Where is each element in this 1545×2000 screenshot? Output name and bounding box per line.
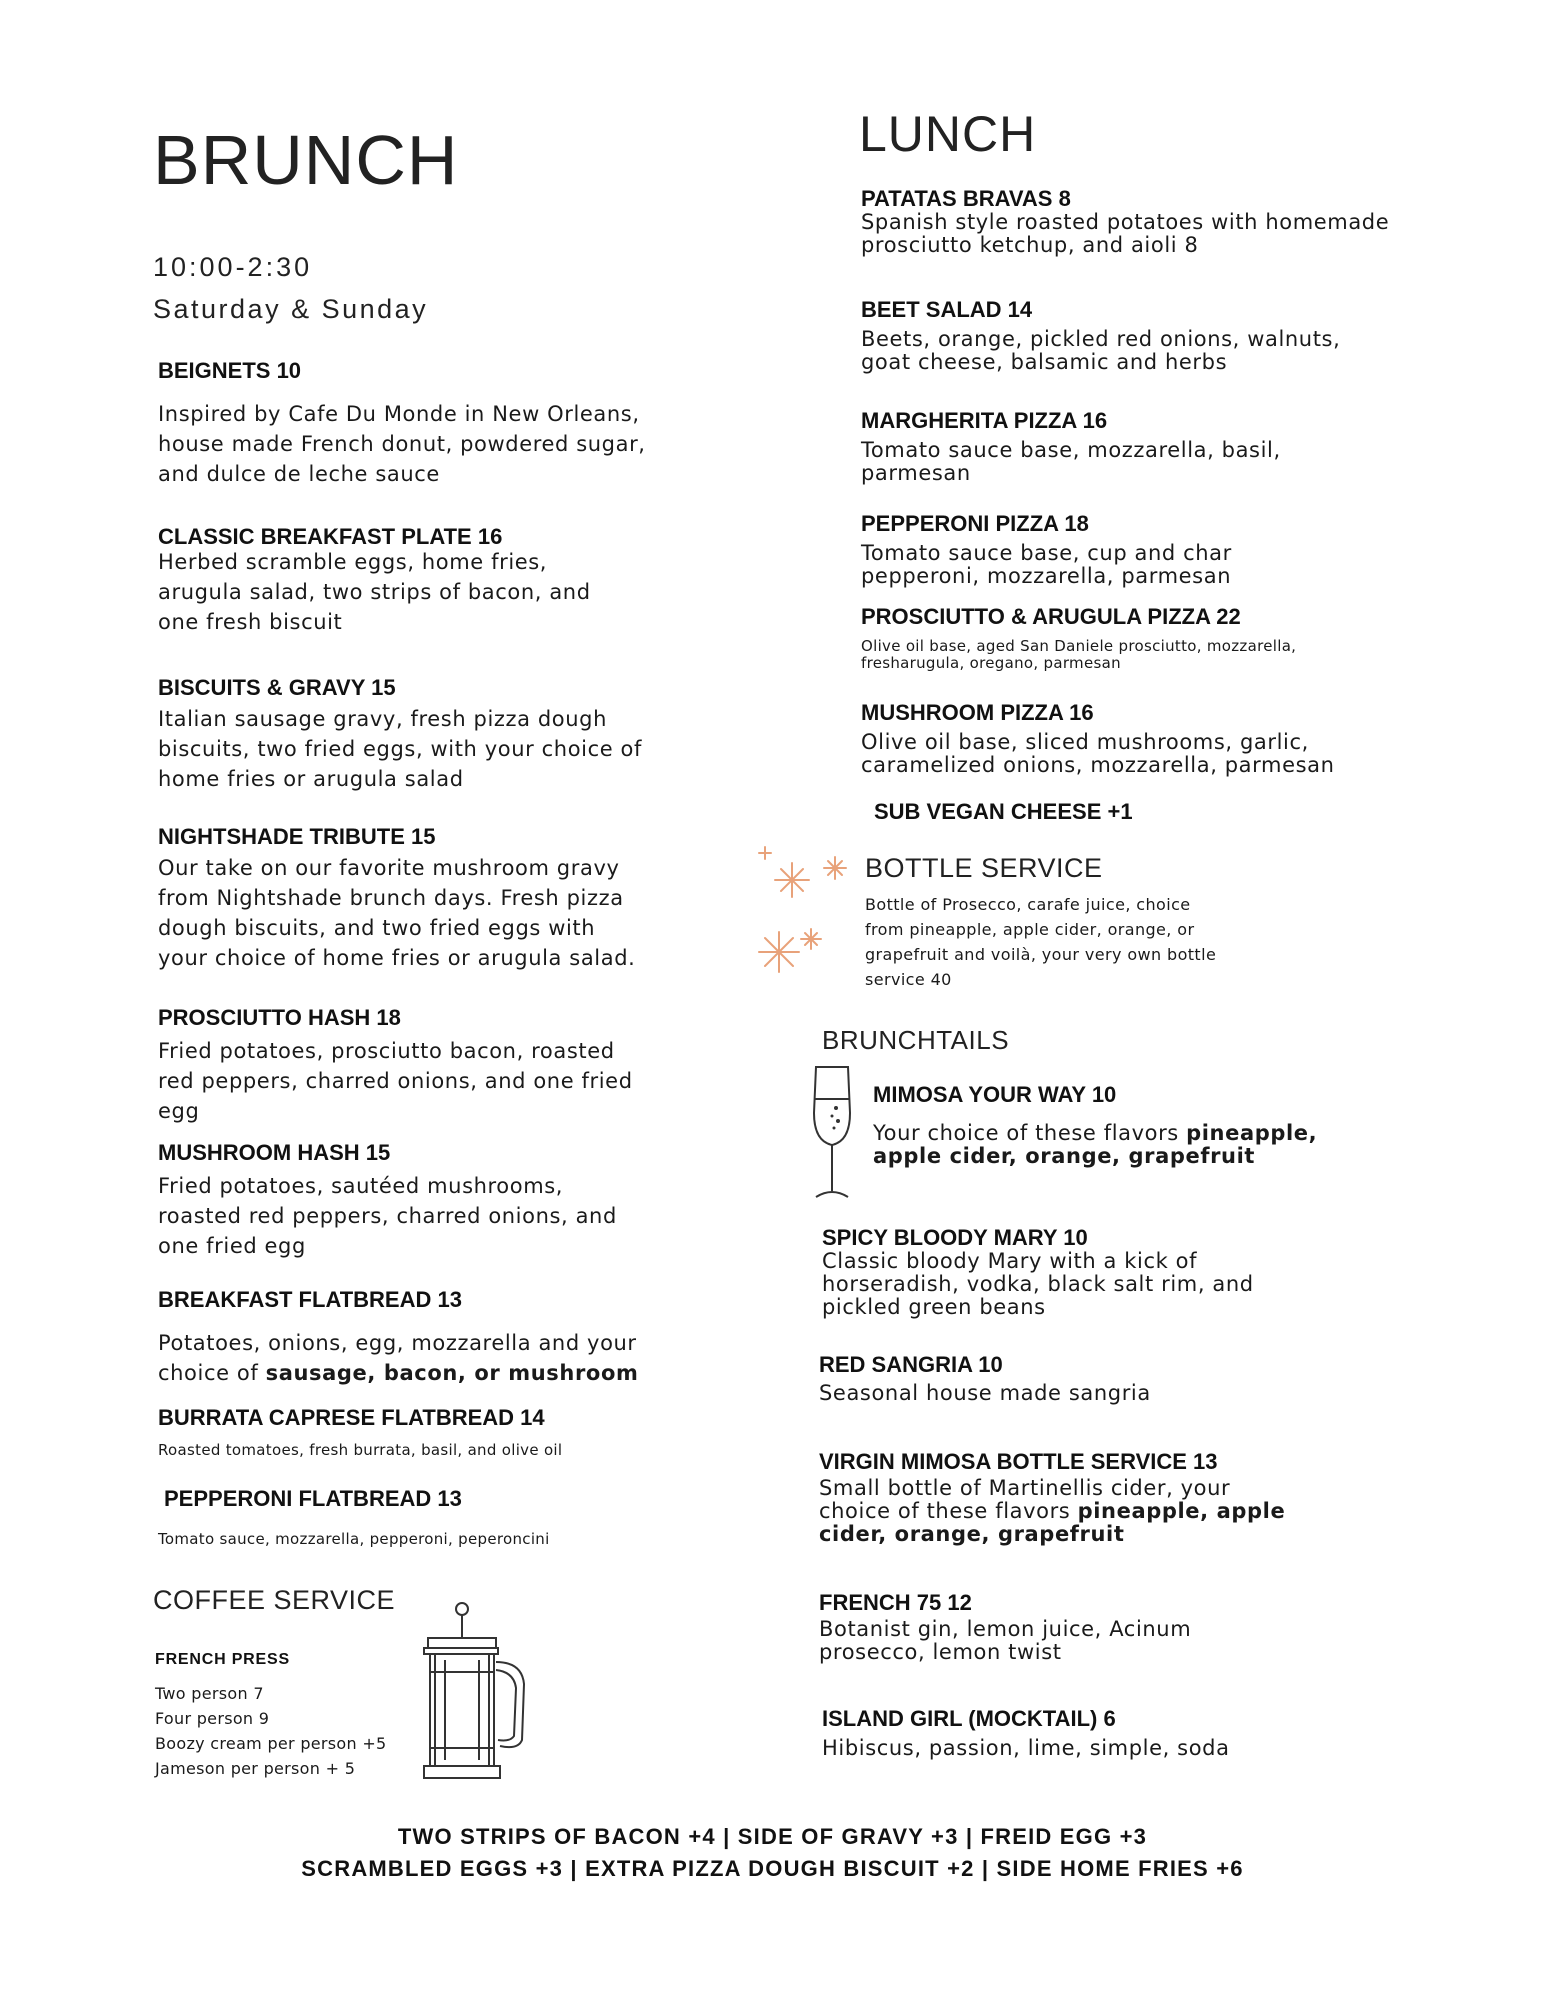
menu-item-desc: Spanish style roasted potatoes with homemade prosciutto ketchup, and aioli 8: [861, 210, 1390, 257]
coffee-title: COFFEE SERVICE: [153, 1585, 396, 1615]
menu-item-name: RED SANGRIA 10: [819, 1352, 1003, 1377]
desc-text: Small bottle of Martinellis cider, your choice of these flavors: [819, 1476, 1231, 1523]
menu-item-desc: Roasted tomatoes, fresh burrata, basil, and olive oil: [158, 1441, 563, 1459]
menu-item-desc: Fried potatoes, prosciutto bacon, roasted red peppers, charred onions, and one fried egg: [158, 1039, 633, 1123]
menu-item-name: BEIGNETS 10: [158, 358, 302, 383]
menu-item-name: PEPPERONI PIZZA 18: [861, 511, 1089, 536]
menu-item-name: PATATAS BRAVAS 8: [861, 186, 1071, 211]
menu-item-name: BURRATA CAPRESE FLATBREAD 14: [158, 1405, 545, 1430]
menu-item-name: ISLAND GIRL (MOCKTAIL) 6: [822, 1706, 1116, 1731]
menu-item-name: MARGHERITA PIZZA 16: [861, 408, 1108, 433]
menu-item-desc: Classic bloody Mary with a kick of horseradish, vodka, black salt rim, and pickled green beans: [822, 1249, 1254, 1319]
coffee-subtitle: FRENCH PRESS: [155, 1651, 290, 1668]
brunch-hours: 10:00-2:30: [153, 252, 313, 282]
menu-item-name: VIRGIN MIMOSA BOTTLE SERVICE 13: [819, 1449, 1218, 1474]
lunch-title: LUNCH: [859, 106, 1037, 162]
menu-item-name: PROSCIUTTO HASH 18: [158, 1005, 401, 1030]
menu-item-name: BREAKFAST FLATBREAD 13: [158, 1287, 462, 1312]
menu-item-desc: [873, 1122, 1343, 1168]
menu-item-name: BISCUITS & GRAVY 15: [158, 675, 396, 700]
menu-item-desc: Tomato sauce base, mozzarella, basil, parmesan: [861, 438, 1281, 485]
desc-text: Potatoes, onions, egg, mozzarella and your choice of: [158, 1331, 637, 1385]
menu-item-desc: Hibiscus, passion, lime, simple, soda: [822, 1736, 1230, 1760]
menu-item-desc: Botanist gin, lemon juice, Acinum prosecco, lemon twist: [819, 1617, 1192, 1664]
desc-bold-text: sausage, bacon, or mushroom: [265, 1361, 639, 1385]
brunch-days: Saturday & Sunday: [153, 294, 429, 324]
brunchtails-title: BRUNCHTAILS: [822, 1025, 1010, 1055]
menu-item-desc: Tomato sauce base, cup and char pepperoni, mozzarella, parmesan: [861, 541, 1232, 588]
menu-item-name: MUSHROOM HASH 15: [158, 1140, 391, 1165]
menu-item-name: PROSCIUTTO & ARUGULA PIZZA 22: [861, 604, 1241, 629]
menu-item-desc: Olive oil base, aged San Daniele prosciutto, mozzarella, fresharugula, oregano, parmesan: [861, 637, 1297, 672]
menu-item-name: FRENCH 75 12: [819, 1590, 972, 1615]
sub-vegan-cheese: SUB VEGAN CHEESE +1: [874, 799, 1133, 824]
menu-item-name: BEET SALAD 14: [861, 297, 1033, 322]
menu-item-desc: Fried potatoes, sautéed mushrooms, roasted red peppers, charred onions, and one fried egg: [158, 1174, 617, 1258]
menu-item-name: SPICY BLOODY MARY 10: [822, 1225, 1088, 1250]
french-press-icon: [410, 1600, 535, 1785]
menu-item-name: NIGHTSHADE TRIBUTE 15: [158, 824, 436, 849]
menu-item-name: CLASSIC BREAKFAST PLATE 16: [158, 524, 503, 549]
sides-line-1: TWO STRIPS OF BACON +4 | SIDE OF GRAVY +3 | FREID EGG +3: [397, 1824, 1148, 1849]
desc-bold-text: pineapple, apple cider, orange, grapefruit: [873, 1121, 1318, 1168]
bottle-service-title: BOTTLE SERVICE: [865, 853, 1103, 883]
menu-item-desc: Tomato sauce, mozzarella, pepperoni, peperoncini: [158, 1530, 550, 1548]
menu-item-desc: Our take on our favorite mushroom gravy from Nightshade brunch days. Fresh pizza dough biscuits, and two fried eggs with your choice of home fries or arugula salad.: [158, 856, 636, 970]
menu-item-desc: Inspired by Cafe Du Monde in New Orleans, house made French donut, powdered sugar, and dulce de leche sauce: [158, 402, 646, 486]
coffee-line: Two person 7: [155, 1684, 264, 1703]
desc-text: Your choice of these flavors: [873, 1121, 1187, 1145]
sides-line-2: SCRAMBLED EGGS +3 | EXTRA PIZZA DOUGH BISCUIT +2 | SIDE HOME FRIES +6: [301, 1856, 1244, 1881]
coffee-line: Jameson per person + 5: [155, 1759, 356, 1778]
bottle-service-desc: Bottle of Prosecco, carafe juice, choice from pineapple, apple cider, orange, or grapefruit and voilà, your very own bottle service 40: [865, 895, 1217, 989]
coffee-line: Boozy cream per person +5: [155, 1734, 387, 1753]
menu-item-desc: Italian sausage gravy, fresh pizza dough biscuits, two fried eggs, with your choice of home fries or arugula salad: [158, 707, 642, 791]
menu-item-name: MUSHROOM PIZZA 16: [861, 700, 1094, 725]
desc-bold-text: pineapple, apple cider, orange, grapefruit: [819, 1499, 1286, 1546]
menu-item-name: MIMOSA YOUR WAY 10: [873, 1082, 1117, 1107]
menu-item-desc: Seasonal house made sangria: [819, 1381, 1151, 1405]
sparkle-icon: [755, 845, 860, 980]
menu-item-desc: Herbed scramble eggs, home fries, arugula salad, two strips of bacon, and one fresh biscuit: [158, 550, 591, 634]
menu-item-desc: [819, 1477, 1309, 1546]
menu-item-desc: Beets, orange, pickled red onions, walnuts, goat cheese, balsamic and herbs: [861, 327, 1341, 374]
champagne-glass-icon: [808, 1063, 856, 1201]
brunch-title: BRUNCH: [153, 121, 459, 199]
menu-item-name: PEPPERONI FLATBREAD 13: [164, 1486, 462, 1511]
menu-item-desc: [158, 1328, 658, 1388]
coffee-line: Four person 9: [155, 1709, 270, 1728]
menu-item-desc: Olive oil base, sliced mushrooms, garlic, caramelized onions, mozzarella, parmesan: [861, 730, 1335, 777]
